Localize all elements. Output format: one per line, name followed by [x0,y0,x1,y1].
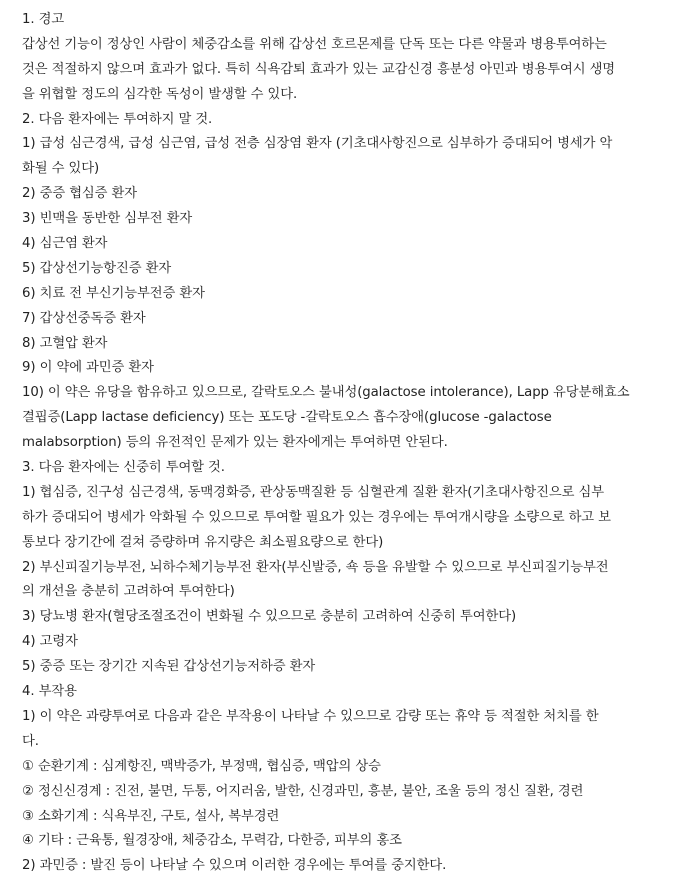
list-item: 9) 이 약에 과민증 환자 [22,360,154,376]
paragraph-line: 갑상선 기능이 정상인 사람이 체중감소를 위해 갑상선 호르몬제를 단독 또는 다른 약물과 병용투여하는 [22,36,607,52]
list-item-continued: 통보다 장기간에 걸쳐 증량하며 유지량은 최소필요량으로 한다) [22,534,384,550]
list-item: 1) 협심증, 진구성 심근경색, 동맥경화증, 관상동맥질환 등 심혈관계 질환 환자(기초대사항진으로 심부 [22,484,604,500]
list-item: 3) 당뇨병 환자(혈당조절조건이 변화될 수 있으므로 충분히 고려하여 신중히 투여한다) [22,609,517,625]
paragraph-line: 을 위협할 정도의 심각한 독성이 발생할 수 있다. [22,86,298,102]
list-item: 7) 갑상선중독증 환자 [22,310,146,326]
list-item-continued: 의 개선을 충분히 고려하여 투여한다) [22,584,235,600]
sub-list-item: ④ 기타 : 근육통, 월경장애, 체중감소, 무력감, 다한증, 피부의 홍조 [22,833,402,849]
paragraph-line: 것은 적절하지 않으며 효과가 없다. 특히 식욕감퇴 효과가 있는 교감신경 흥분성 아민과 병용투여시 생명 [22,61,616,77]
list-item-continued: 화될 수 있다) [22,161,100,177]
list-item: 2) 부신피질기능부전, 뇌하수체기능부전 환자(부신발증, 쇽 등을 유발할 수 있으므로 부신피질기능부전 [22,559,609,575]
list-item: 10) 이 약은 유당을 함유하고 있으므로, 갈락토오스 불내성(galactose intolerance), Lapp 유당분해효소 [22,385,630,401]
list-item: 4) 심근염 환자 [22,236,108,252]
section-heading-warning: 1. 경고 [22,12,65,27]
list-item: 1) 이 약은 과량투여로 다음과 같은 부작용이 나타날 수 있으므로 감량 또는 휴약 등 적절한 처치를 한 [22,708,599,724]
list-item: 2) 중증 협심증 환자 [22,186,138,202]
list-item: 6) 치료 전 부신기능부전증 환자 [22,285,205,301]
list-item-continued: malabsorption) 등의 유전적인 문제가 있는 환자에게는 투여하면 안된다. [22,435,448,451]
list-item-continued: 결핍증(Lapp lactase deficiency) 또는 포도당 -갈락토오스 흡수장애(glucose -galactose [22,410,552,426]
list-item: 2) 과민증 : 발진 등이 나타날 수 있으며 이러한 경우에는 투여를 중지한다. [22,858,447,874]
list-item: 5) 갑상선기능항진증 환자 [22,260,172,276]
list-item: 4) 고령자 [22,634,78,650]
list-item-continued: 하가 증대되어 병세가 악화될 수 있으므로 투여할 필요가 있는 경우에는 투여개시량을 소량으로 하고 보 [22,509,611,525]
sub-list-item: ① 순환기계 : 심계항진, 맥박증가, 부정맥, 협심증, 맥압의 상승 [22,758,381,774]
list-item-continued: 다. [22,733,39,749]
sub-list-item: ② 정신신경계 : 진전, 불면, 두통, 어지러움, 발한, 신경과민, 흥분, 불안, 조울 등의 정신 질환, 경련 [22,783,584,799]
section-heading-precautions: 3. 다음 환자에는 신중히 투여할 것. [22,460,225,476]
list-item: 5) 중증 또는 장기간 지속된 갑상선기능저하증 환자 [22,659,316,675]
list-item: 3) 빈맥을 동반한 심부전 환자 [22,211,193,227]
sub-list-item: ③ 소화기계 : 식욕부진, 구토, 설사, 복부경련 [22,808,280,824]
section-heading-side-effects: 4. 부작용 [22,684,77,700]
section-heading-contraindications: 2. 다음 환자에는 투여하지 말 것. [22,111,213,127]
list-item: 8) 고혈압 환자 [22,335,108,351]
list-item: 1) 급성 심근경색, 급성 심근염, 급성 전층 심장염 환자 (기초대사항진으로 심부하가 증대되어 병세가 악 [22,136,613,152]
